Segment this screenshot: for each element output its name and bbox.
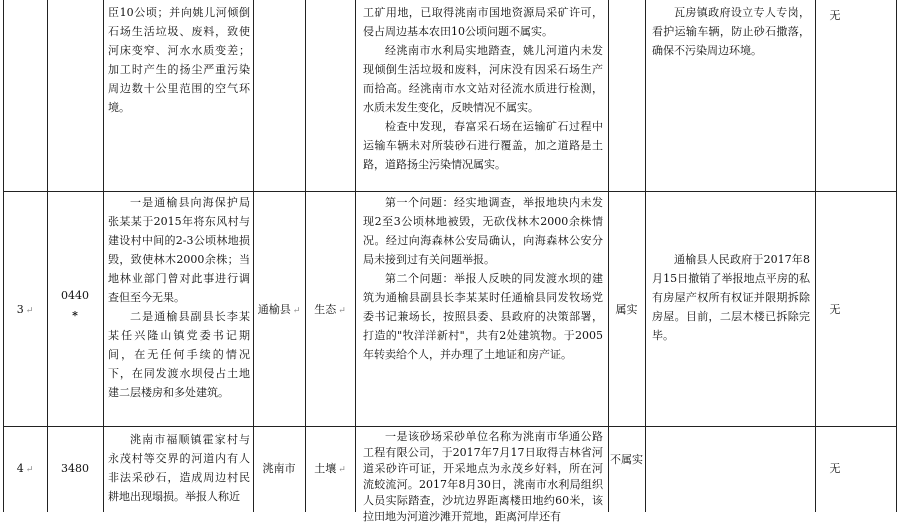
investigation-paragraph: 经洮南市水利局实地踏查，姚儿河道内未发现倾倒生活垃圾和废料，河床没有因采石场生产而拾高。经洮南市水文站对径流水质进行检测，水质未发生变化，反映情况不属实。 <box>363 44 603 114</box>
row2-county: 通榆县 ↵ <box>257 303 301 316</box>
investigation-paragraph: 一是该砂场采砂单位名称为洮南市华通公路工程有限公司，于2017年7月17日取得吉林省河道采砂许可证，开采地点为永茂乡好料，所在河流蛟流河。2017年8月30日，洮南市水利局组织人员实际踏查，沙坑边界距离楼田地约60米，该拉田地为河道沙滩开荒地，距离河岸还有 <box>363 430 603 523</box>
row3-case-content <box>108 430 250 512</box>
row2-case-id: 0440 * <box>61 289 89 322</box>
table-border-left <box>3 0 4 512</box>
row3-number: 4 ↵ <box>16 462 34 475</box>
case-content-paragraph: 一是通榆县向海保护局张某某于2015年将东风村与建设村中间的2-3公顷林地损毁，致使林木2000余株；当地林业部门曾对此事进行调查但至今无果。 <box>108 196 250 304</box>
rectification-paragraph: 瓦房镇政府设立专人专岗，看护运输车辆，防止砂石撒落，确保不污染周边环境。 <box>652 6 810 57</box>
row2-category: 生态 ↵ <box>314 303 346 316</box>
case-content-paragraph: 二是通榆县副县长李某某任兴隆山镇党委书记期间，在无任何手续的情况下，在同发渡水坝侵占土地建二层楼房和多处建筑。 <box>108 310 250 399</box>
row3-verdict: 不属实 <box>610 453 643 466</box>
table-border-right <box>896 0 897 512</box>
investigation-paragraph: 第二个问题：举报人反映的同发渡水坝的建筑为通榆县副县长李某某时任通榆县同发牧场党委书记兼场长，按照县委、县政府的决策部署，打造的"牧洋洋新村"，共有2处建筑物。于2005年转卖给个人，并办理了土地证和房产证。 <box>363 272 603 361</box>
row3-accountability: 无 <box>829 462 841 475</box>
column-divider <box>47 0 48 512</box>
row2-investigation <box>363 193 603 364</box>
row-divider <box>3 426 897 427</box>
row1-investigation <box>363 3 603 174</box>
case-content-paragraph: 臣10公顷；并向姚儿河倾倒石场生活垃圾、废料，致使河床变窄、河水水质变差；加工时产生的扬尘严重污染周边数十公里范围的空气环境。 <box>108 6 250 114</box>
row3-county: 洮南市 <box>262 462 296 475</box>
row-divider <box>3 191 897 192</box>
row3-investigation <box>363 429 603 523</box>
row2-number: 3 ↵ <box>16 303 34 316</box>
investigation-paragraph: 检查中发现，春富采石场在运输矿石过程中运输车辆未对所装砂石进行覆盖，加之道路是土路，道路扬尘污染情况属实。 <box>363 120 603 171</box>
column-divider <box>645 0 646 512</box>
row2-rectification <box>652 250 810 345</box>
case-content-paragraph: 洮南市福顺镇霍家村与永茂村等交界的河道内有人非法采砂石，造成周边村民耕地出现塌损。举报人称近 <box>108 433 250 503</box>
row3-case-id: 3480 <box>61 462 89 475</box>
investigation-paragraph: 第一个问题：经实地调查，举报地块内未发现2至3公顷林地被毁，无砍伐林木2000余株情况。经过向海森林公安局确认，向海森林公安分局未接到过有关问题举报。 <box>363 196 603 266</box>
row2-case-content <box>108 193 250 402</box>
column-divider <box>355 0 356 512</box>
row1-accountability: 无 <box>829 9 841 22</box>
row1-case-content <box>108 3 250 117</box>
row3-category: 土壤 ↵ <box>314 462 346 475</box>
row1-rectification <box>652 3 810 60</box>
investigation-paragraph: 工矿用地，已取得洮南市国地资源局采矿许可，侵占周边基本农田10公顷问题不属实。 <box>363 6 603 38</box>
rectification-paragraph: 通榆县人民政府于2017年8月15日撤销了举报地点平房的私有房屋产权所有权证并限期拆除房屋。目前，二层木楼已拆除完毕。 <box>652 253 810 342</box>
row2-verdict: 属实 <box>615 303 638 316</box>
column-divider <box>103 0 104 512</box>
column-divider <box>253 0 254 512</box>
column-divider <box>608 0 609 512</box>
column-divider <box>815 0 816 512</box>
column-divider <box>305 0 306 512</box>
row2-accountability: 无 <box>829 303 841 316</box>
